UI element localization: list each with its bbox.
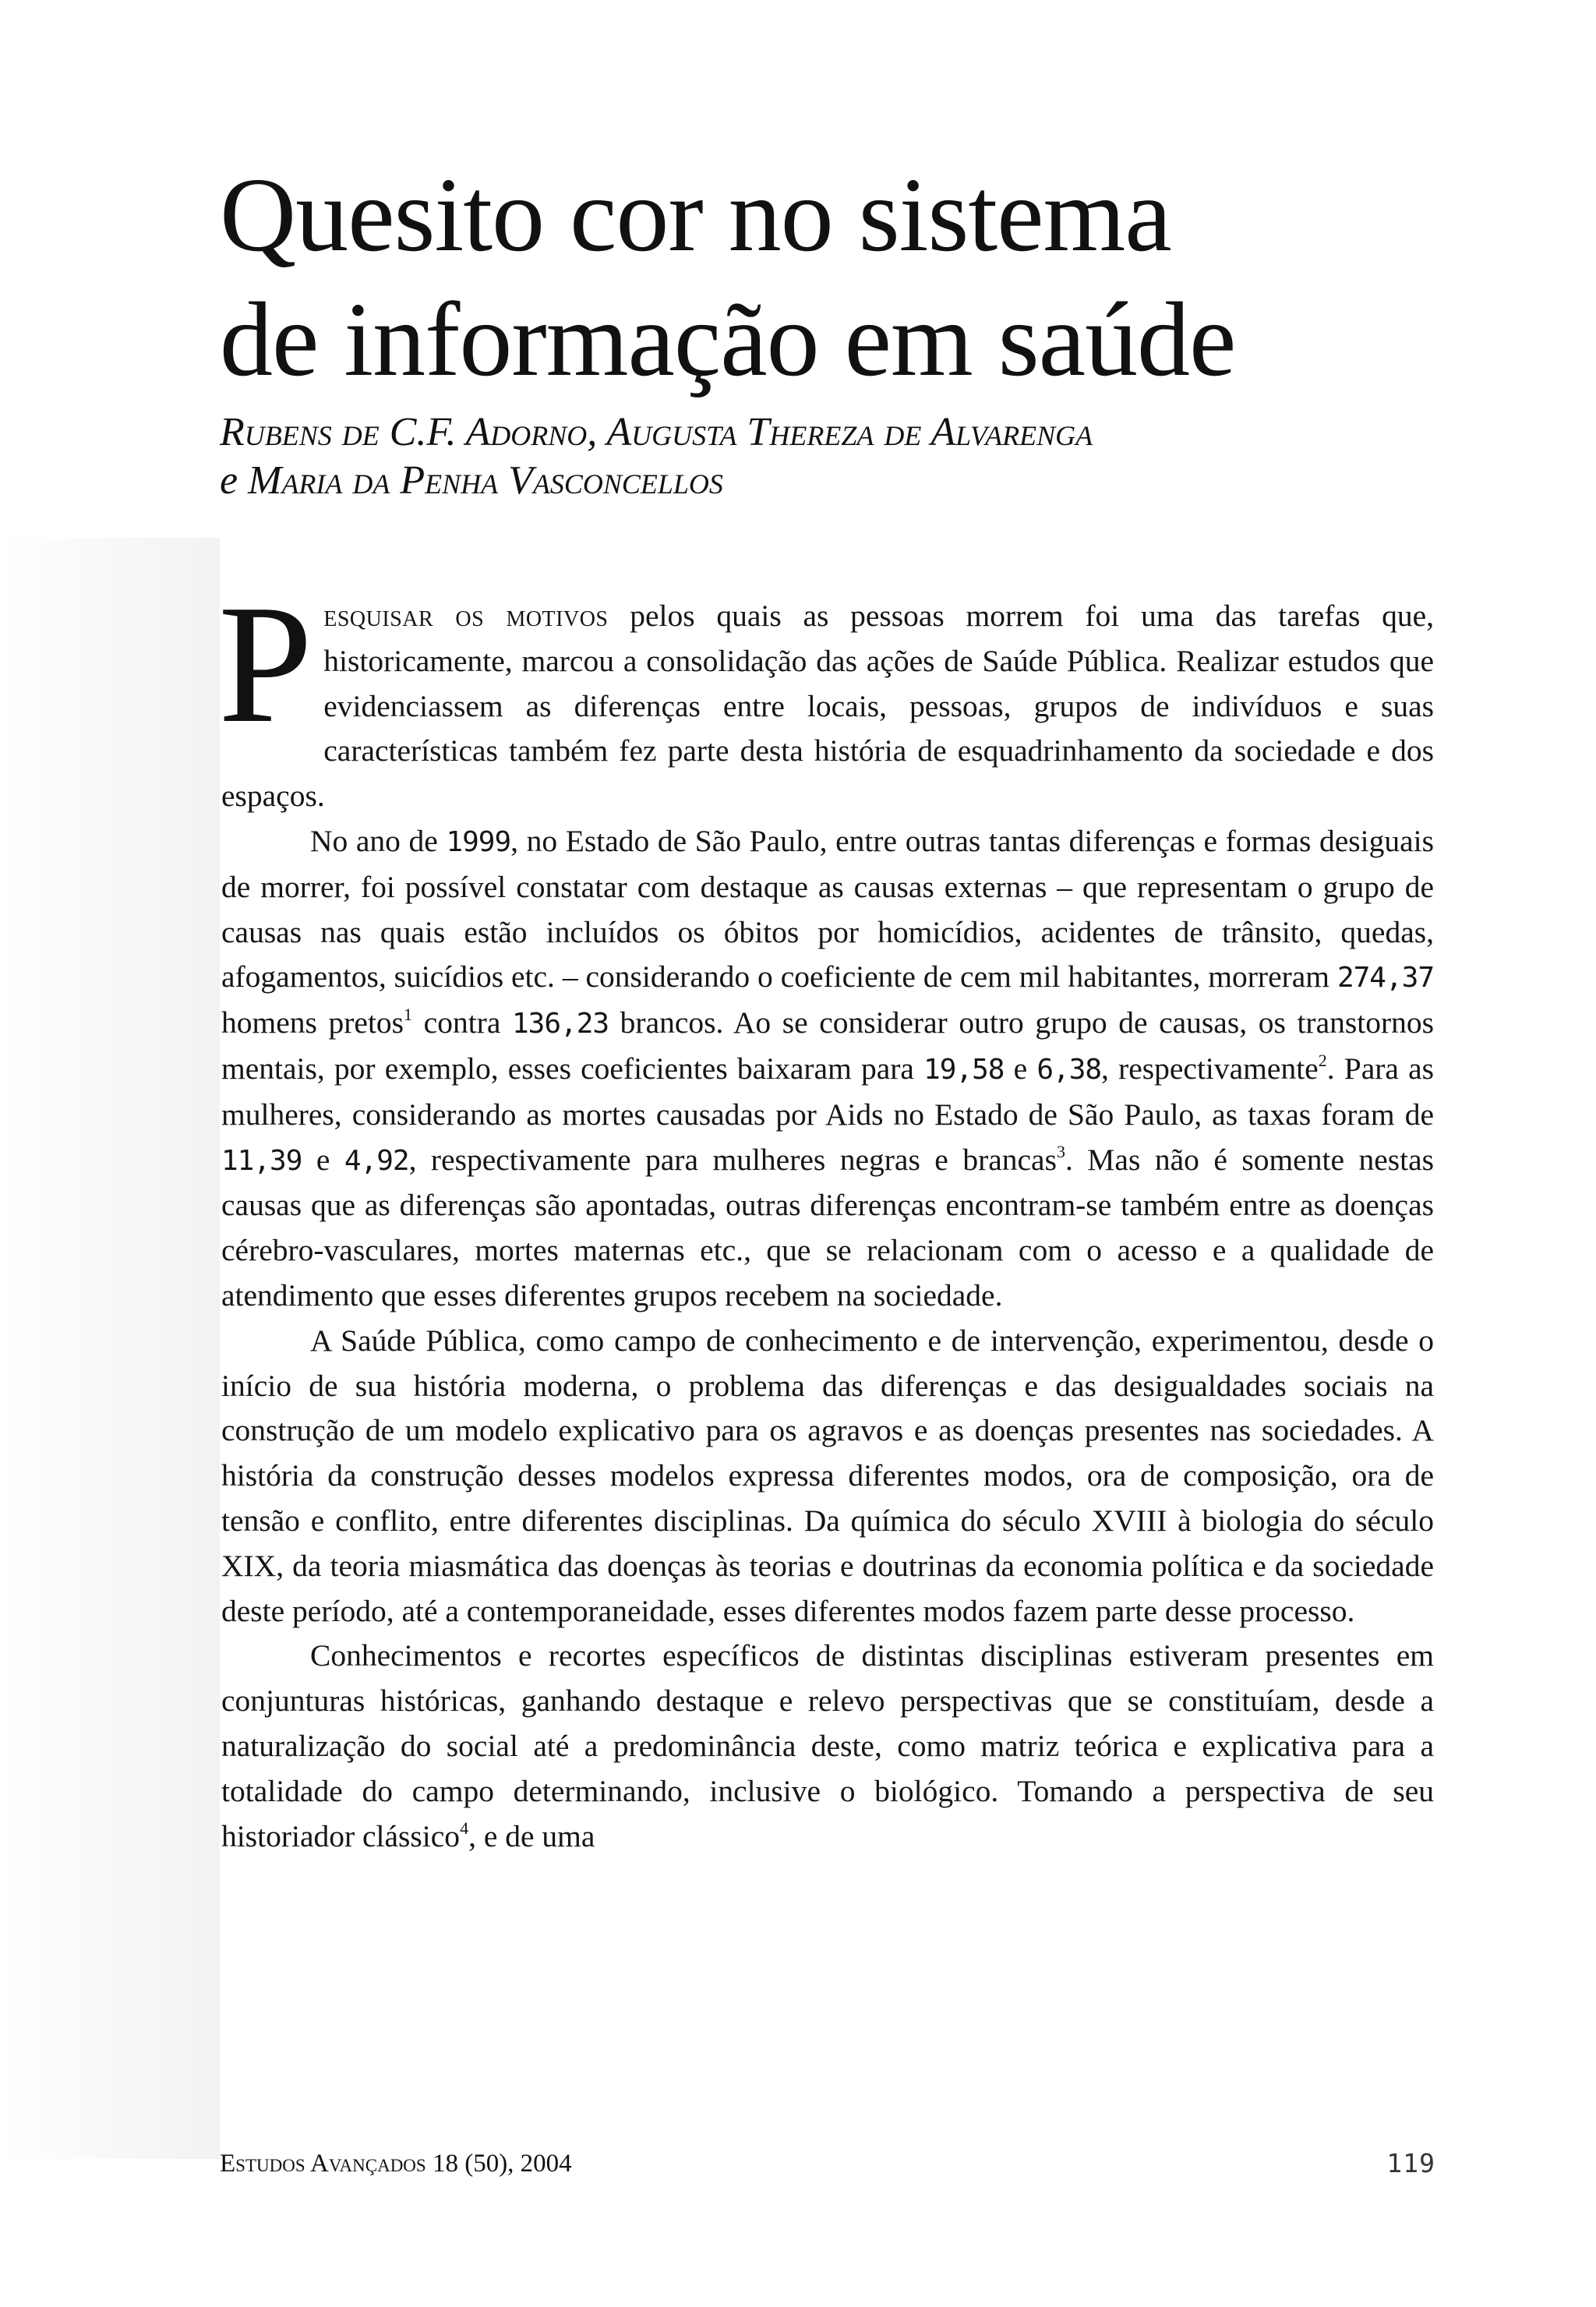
lead-in-small-caps: esquisar os motivos [323,599,609,633]
paragraph-1 [218,571,1434,819]
text-run: contra [412,1005,512,1040]
text-run: e [1004,1051,1037,1086]
footnote-ref[interactable]: 4 [460,1818,469,1838]
text-run: Conhecimentos e recortes específicos de distintas disciplinas estiveram presentes em conjunturas históricas, ganhando destaque e relevo perspectivas que se constituíam, desde a naturalização do social até a predominância deste, como matriz teórica e explicativa para a totalidade do campo determinando, inclusive o biológico. Tomando a perspectiva de seu historiador clássico [221,1638,1434,1853]
number-value: 6,38 [1036,1053,1102,1086]
paragraph-2 [221,819,1434,1319]
text-run: , respectivamente para mulheres negras e brancas [408,1142,1057,1177]
text-run: . Para as mulheres, considerando as mortes causadas por Aids no Estado de São Paulo, as taxas foram de [221,1051,1434,1132]
footnote-ref[interactable]: 3 [1056,1141,1065,1161]
page-number: 119 [1386,2148,1435,2178]
text-run: No ano de [310,823,447,858]
title-line-2: de informação em saúde [220,281,1236,398]
paragraph-4 [221,1634,1434,1859]
number-value: 11,39 [221,1144,302,1177]
drop-cap: P [218,571,313,758]
authors-line-2 [220,457,1467,505]
text-run: . Mas não é somente nestas causas que as diferenças são apontadas, outras diferenças encontram-se também entre as doenças cérebro-vasculares, mortes maternas etc., que se relacionam com o acesso e a qualidade de atendimento que esses diferentes grupos recebem na sociedade. [221,1142,1434,1312]
footnote-ref[interactable]: 1 [404,1005,413,1025]
page-shading [0,538,220,2159]
journal-citation: Estudos Avançados 18 (50), 2004 [220,2150,572,2178]
authors-conjunction: e [220,458,238,503]
authors-line-1: Rubens de C.F. Adorno, Augusta Thereza de Alvarenga [220,410,1093,454]
title-line-1: Quesito cor no sistema [220,157,1171,274]
article-body [218,571,1434,1859]
text-run: e [302,1142,344,1177]
footnote-ref[interactable]: 2 [1318,1050,1327,1070]
number-value: 136,23 [512,1008,609,1040]
number-year: 1999 [446,825,511,858]
text-run: , respectivamente [1101,1051,1319,1086]
author-list [220,408,1467,505]
number-value: 4,92 [344,1144,409,1177]
text-run: , e de uma [468,1818,595,1853]
paragraph-1-text: pelos quais as pessoas morrem foi uma das tarefas que, historicamente, marcou a consolidação das ações de Saúde Pública. Realizar estudos que evidenciassem as diferenças entre locais, pessoas, grupos de indivíduos e suas características também fez parte desta história de esquadrinhamento da sociedade e dos espaços. [221,599,1434,814]
number-value: 274,37 [1336,962,1434,995]
text-run: homens pretos [221,1005,404,1040]
page-footer [220,2146,1435,2181]
text-run: , no Estado de São Paulo, entre outras tantas diferenças e formas desiguais de morrer, foi possível constatar com destaque as causas externas – que representam o grupo de causas nas quais estão incluídos os óbitos por homicídios, acidentes de trânsito, quedas, afogamentos, suicídios etc. – considerando o coeficiente de cem mil habitantes, morreram [221,823,1434,995]
paragraph-3: A Saúde Pública, como campo de conhecimento e de intervenção, experimentou, desde o início de sua história moderna, o problema das diferenças e das desigualdades sociais na construção de um modelo explicativo para os agravos e as doenças presentes nas sociedades. A história da construção desses modelos expressa diferentes modos, ora de composição, ora de tensão e conflito, entre diferentes disciplinas. Da química do século XVIII à biologia do século XIX, da teoria miasmática das doenças às teorias e doutrinas da economia política e da sociedade deste período, até a contemporaneidade, esses diferentes modos fazem parte desse processo. [221,1323,1434,1628]
number-value: 19,58 [923,1053,1005,1086]
article-title [220,153,1435,402]
authors-line-2-names: Maria da Penha Vasconcellos [248,458,723,503]
text-run: brancos. Ao se considerar outro grupo de causas, os transtornos mentais, por exemplo, esses coeficientes baixaram para [221,1005,1434,1086]
